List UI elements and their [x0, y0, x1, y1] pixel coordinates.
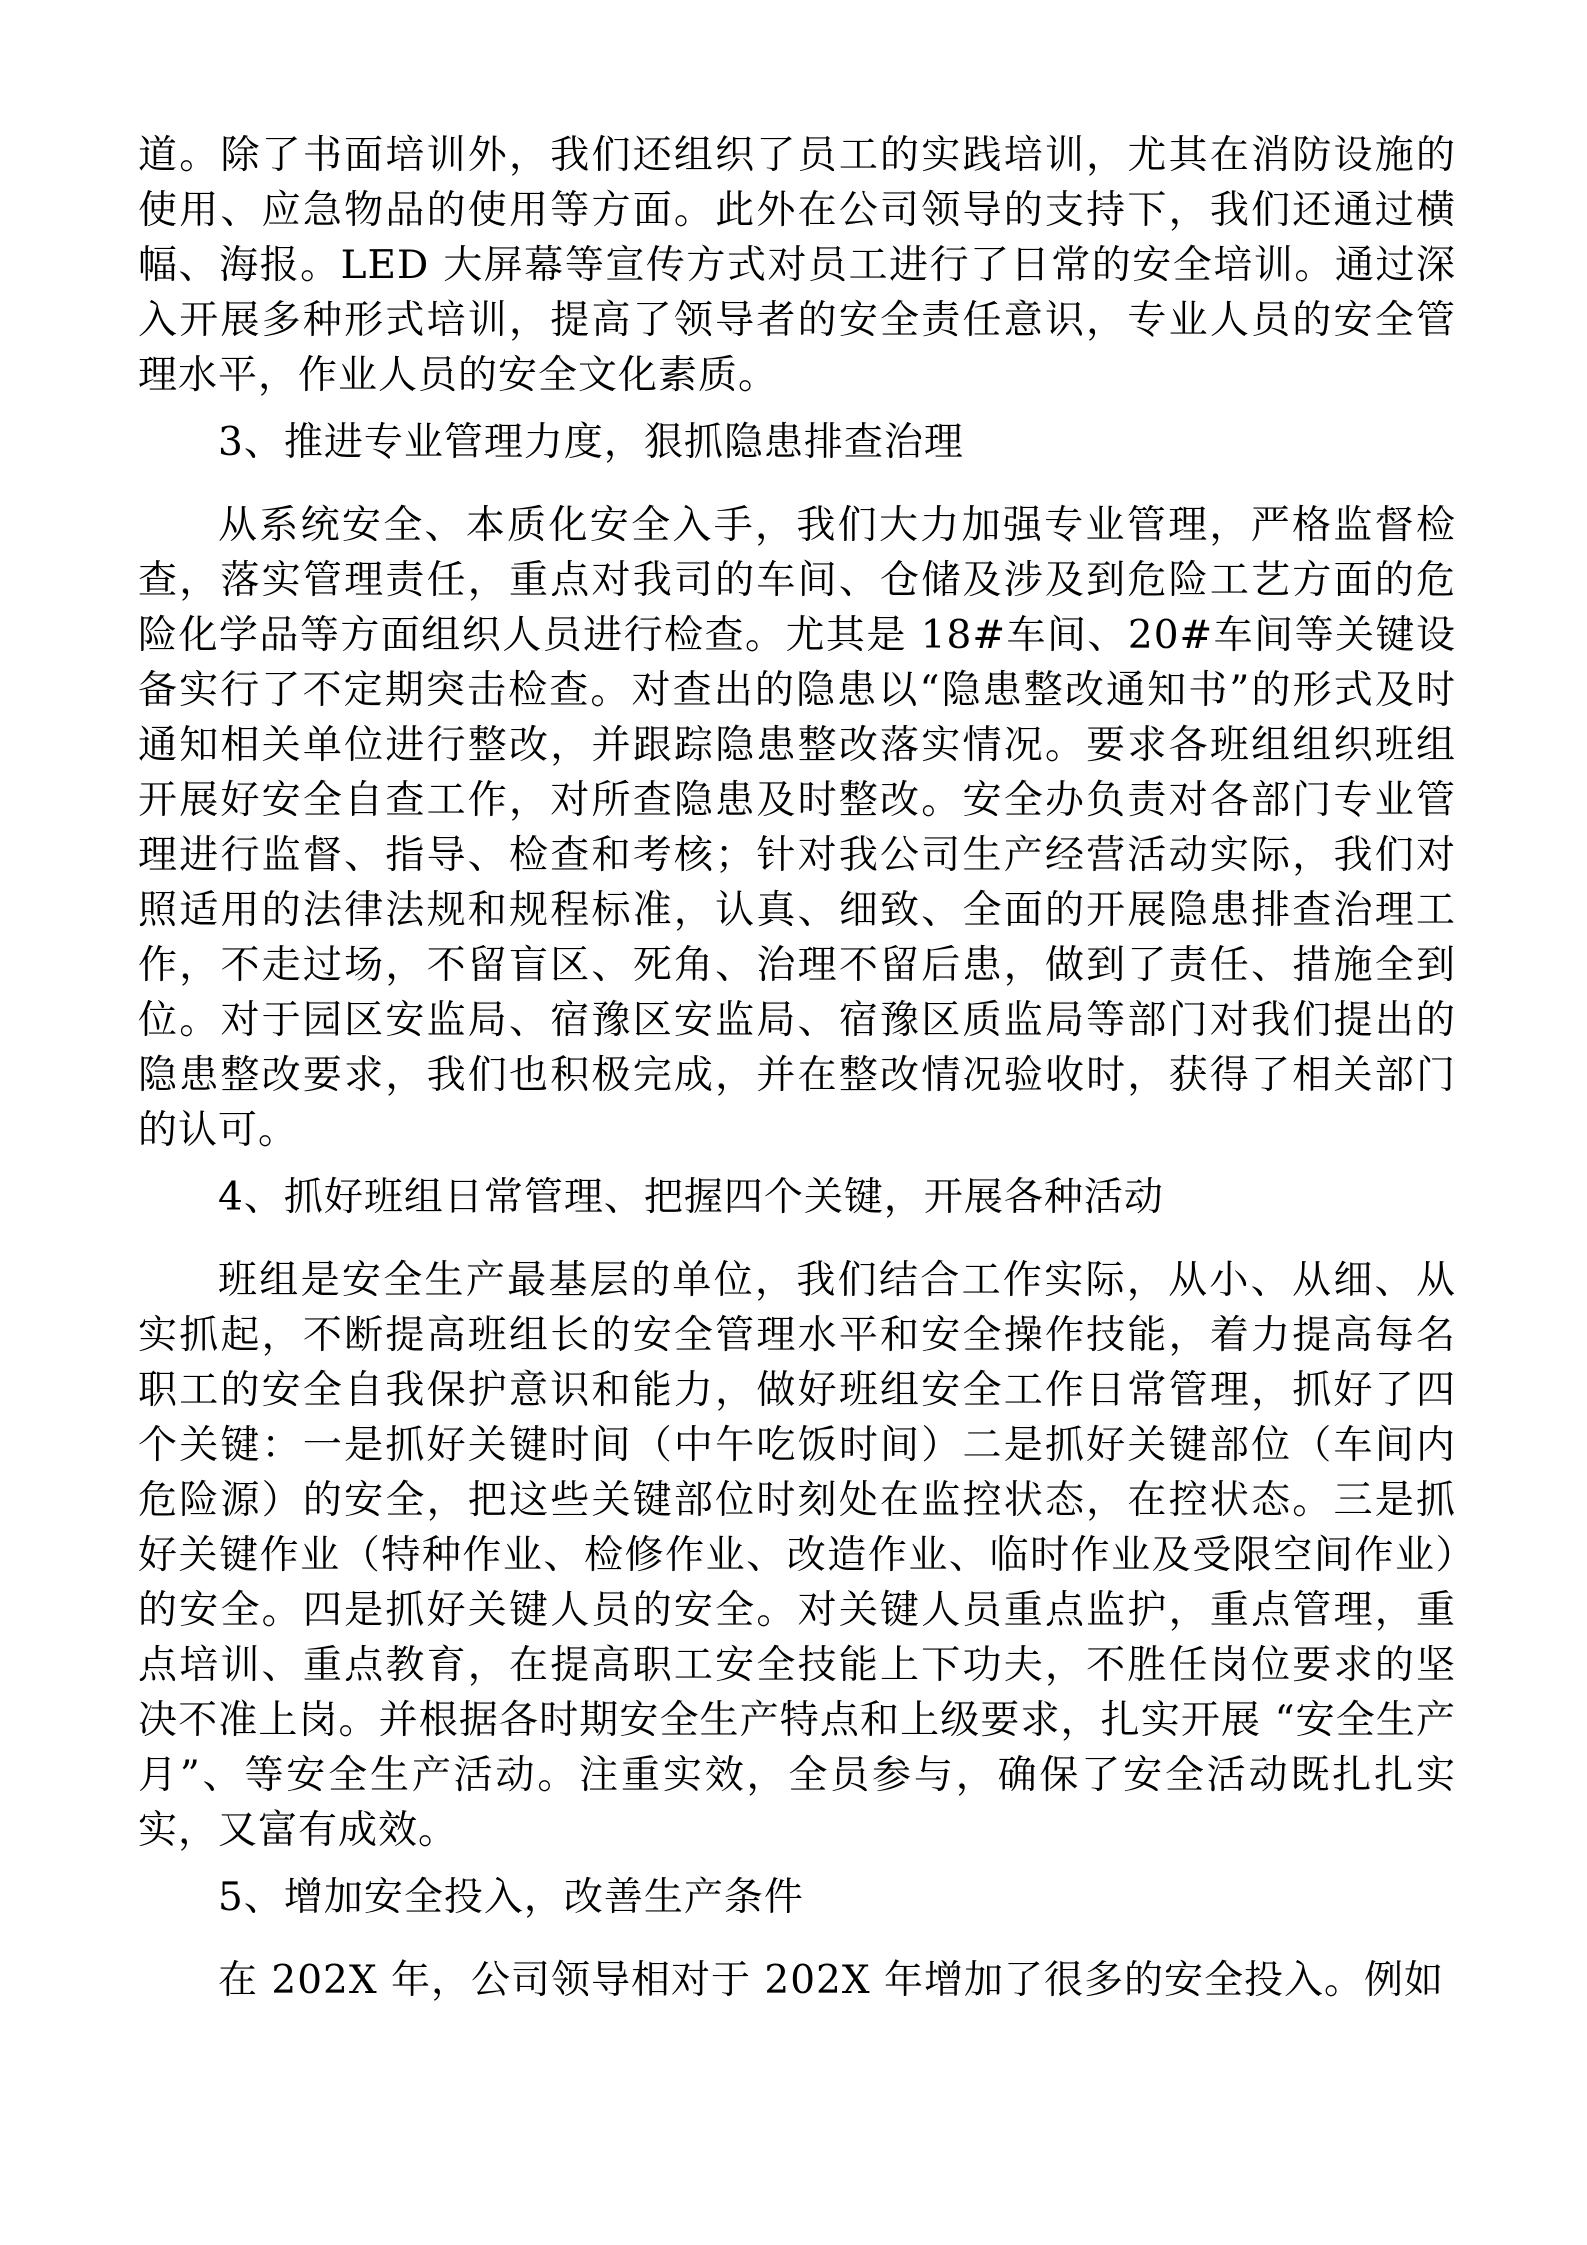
section-heading-3: 3、推进专业管理力度，狠抓隐患排查治理: [218, 420, 964, 465]
document-body: [138, 128, 1456, 2020]
paragraph-safety-investment: 在 202X 年，公司领导相对于 202X 年增加了很多的安全投入。例如: [218, 1958, 1444, 2003]
paragraph-team-management: 班组是安全生产最基层的单位，我们结合工作实际，从小、从细、从实抓起，不断提高班组长的安全管理水平和安全操作技能，着力提高每名职工的安全自我保护意识和能力，做好班组安全工作日常管理，抓好了四个关键：一是抓好关键时间（中午吃饭时间）二是抓好关键部位（车间内危险源）的安全，把这些关键部位时刻处在监控状态，在控状态。三是抓好关键作业（特种作业、检修作业、改造作业、临时作业及受限空间作业）的安全。四是抓好关键人员的安全。对关键人员重点监护，重点管理，重点培训、重点教育，在提高职工安全技能上下功夫，不胜任岗位要求的坚决不准上岗。并根据各时期安全生产特点和上级要求，扎实开展 “安全生产月”、等安全生产活动。注重实效，全员参与，确保了安全活动既扎扎实实，又富有成效。: [138, 1258, 1456, 1853]
section-heading-5: 5、增加安全投入，改善生产条件: [218, 1875, 804, 1920]
section-heading-4: 4、抓好班组日常管理、把握四个关键，开展各种活动: [218, 1175, 1164, 1220]
paragraph-training-continuation: 道。除了书面培训外，我们还组织了员工的实践培训，尤其在消防设施的使用、应急物品的使用等方面。此外在公司领导的支持下，我们还通过横幅、海报。LED 大屏幕等宣传方式对员工进行了日常的安全培训。通过深入开展多种形式培训，提高了领导者的安全责任意识，专业人员的安全管理水平，作业人员的安全文化素质。: [138, 133, 1456, 398]
paragraph-hazard-inspection: 从系统安全、本质化安全入手，我们大力加强专业管理，严格监督检查，落实管理责任，重点对我司的车间、仓储及涉及到危险工艺方面的危险化学品等方面组织人员进行检查。尤其是 18#车间、20#车间等关键设备实行了不定期突击检查。对查出的隐患以“隐患整改通知书”的形式及时通知相关单位进行整改，并跟踪隐患整改落实情况。要求各班组组织班组开展好安全自查工作，对所查隐患及时整改。安全办负责对各部门专业管理进行监督、指导、检查和考核；针对我公司生产经营活动实际，我们对照适用的法律法规和规程标准，认真、细致、全面的开展隐患排查治理工作，不走过场，不留盲区、死角、治理不留后患，做到了责任、措施全到位。对于园区安监局、宿豫区安监局、宿豫区质监局等部门对我们提出的隐患整改要求，我们也积极完成，并在整改情况验收时，获得了相关部门的认可。: [138, 503, 1456, 1153]
